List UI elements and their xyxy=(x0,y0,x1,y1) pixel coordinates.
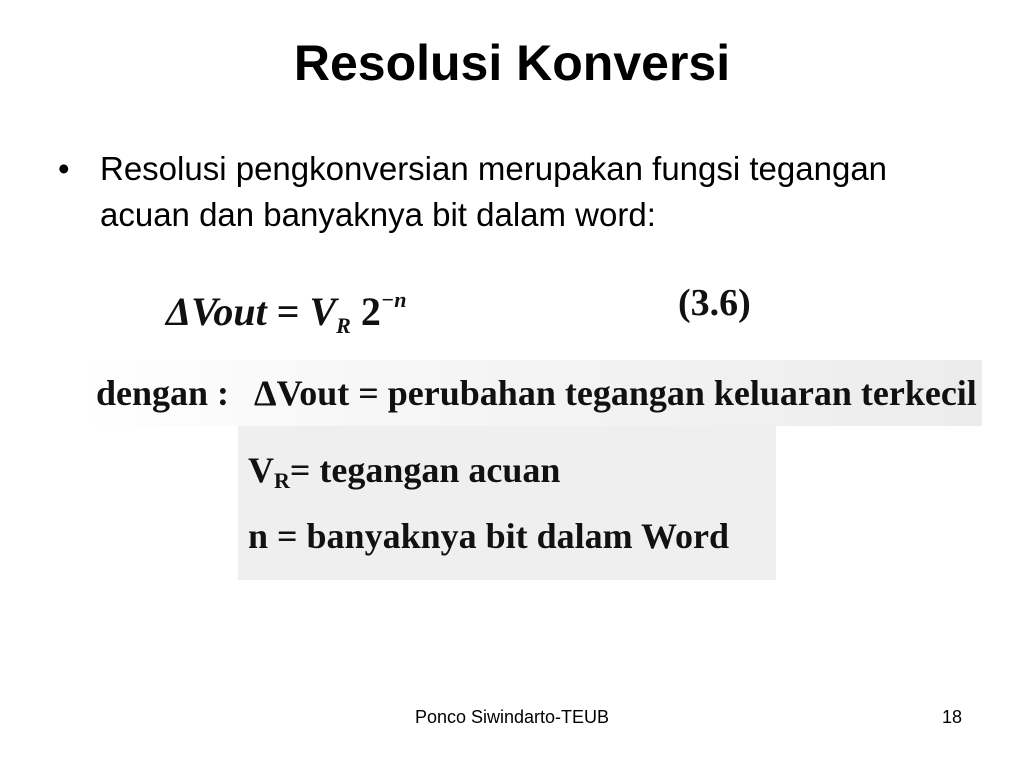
definition-line-delta-vout xyxy=(96,368,977,418)
bullet-item xyxy=(58,146,978,238)
definition-label: dengan : xyxy=(96,373,230,413)
definition-line-vr xyxy=(248,446,560,505)
definition-block-second xyxy=(238,426,776,580)
equation xyxy=(166,272,406,354)
equation-v-subscript: R xyxy=(336,313,351,338)
bullet-mark: • xyxy=(58,150,70,187)
equation-equals: = xyxy=(266,289,310,334)
definition-block-first xyxy=(82,360,982,426)
equation-number: (3.6) xyxy=(678,282,751,324)
equation-v: V xyxy=(309,289,337,334)
page-number: 18 xyxy=(941,707,962,727)
footer-author: Ponco Siwindarto-TEUB xyxy=(414,707,610,727)
equation-space xyxy=(351,289,361,334)
equation-exponent: −n xyxy=(380,287,407,312)
definition-vr-symbol: V xyxy=(248,450,274,490)
definition-line-n: n = banyaknya bit dalam Word xyxy=(248,516,730,556)
equation-base: 2 xyxy=(360,289,381,334)
definition-vr-subscript: R xyxy=(274,468,290,493)
equation-lhs: ΔVout xyxy=(166,289,267,334)
slide-title: Resolusi Konversi xyxy=(293,35,731,91)
definition-delta-vout: ΔVout = perubahan tegangan keluaran terkecil xyxy=(254,373,977,413)
definition-vr-text: = tegangan acuan xyxy=(289,450,561,490)
bullet-text: Resolusi pengkonversian merupakan fungsi tegangan acuan dan banyaknya bit dalam word: xyxy=(100,150,888,233)
